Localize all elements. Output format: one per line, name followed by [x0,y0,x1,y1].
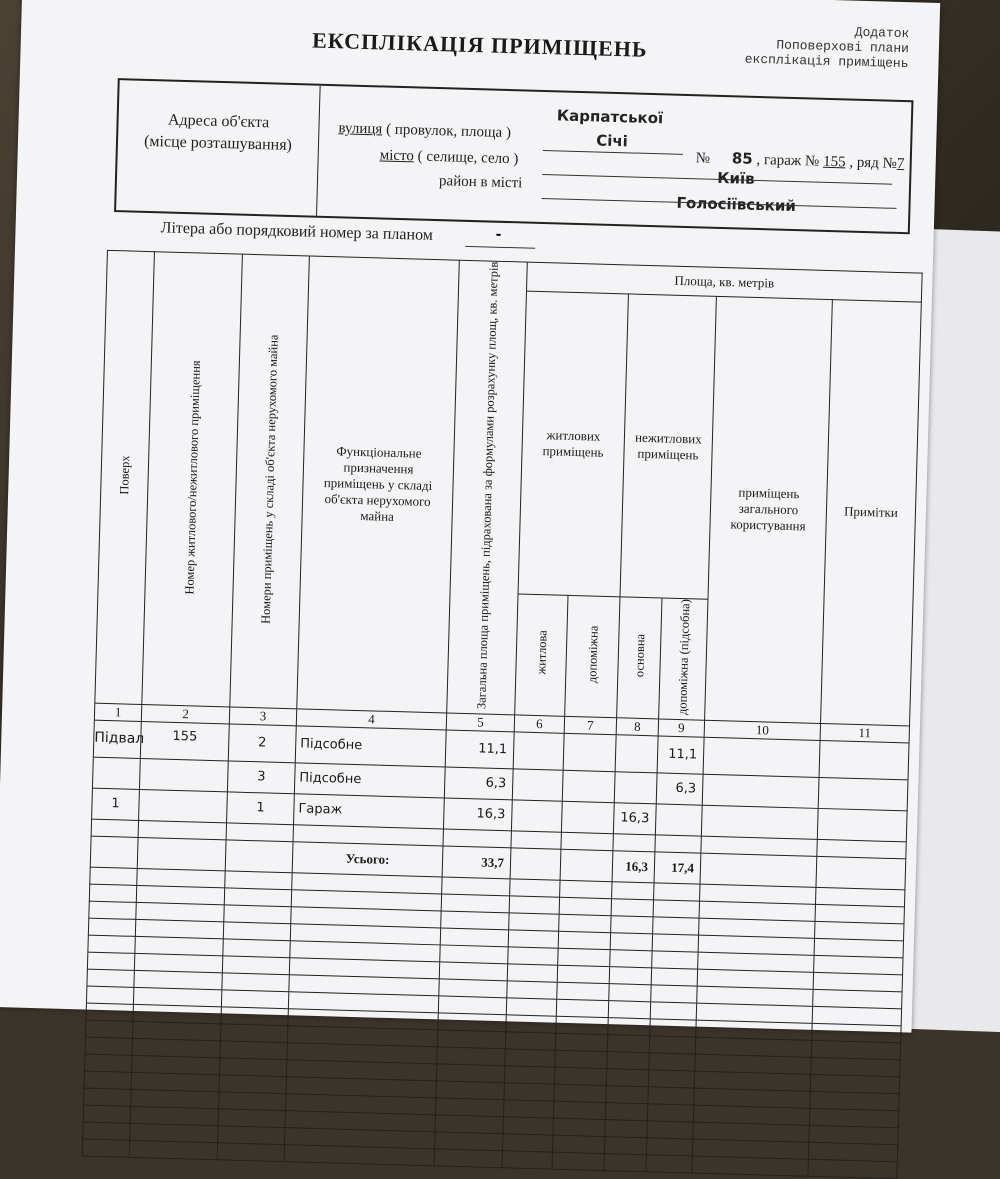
district-label: район в місті [438,173,523,192]
header-room-nums-text: Номери приміщень у складі об'єкта нерухомого майна [258,334,281,625]
header-nonliving-aux [659,598,708,720]
appendix-line-1: Додаток [854,24,910,42]
col-num: 11 [820,723,909,742]
cell-function: Підсобне [295,725,446,766]
garage-value: 155 [822,153,846,171]
cell-living-aux [562,770,615,802]
header-total-text: Загальна площа приміщень, підрахована за формулами розрахунку площ, кв. метрів [473,261,501,710]
district-value: Голосіївський [676,193,797,216]
row-value: 7 [896,155,905,173]
header-floor-text: Поверх [117,455,133,495]
col-num: 1 [94,703,141,721]
number-value: 85 [731,149,753,168]
cell-room-no [139,789,228,822]
total-sum: 33,7 [442,845,511,878]
cell-notes [818,777,908,810]
col-num: 8 [616,717,658,735]
cell-nonliving-aux [655,803,702,835]
header-room-nums [230,254,310,708]
street-label-rest: ( провулок, площа ) [382,121,512,142]
street-label-row [338,120,511,142]
total-label: Усього: [292,841,443,876]
col-num: 5 [446,713,514,732]
col-num: 7 [564,716,616,734]
cell-common [702,774,819,808]
header-living: житлових приміщень [518,291,628,596]
total-nonliving-aux: 17,4 [654,851,701,883]
header-room-no [142,252,243,707]
cell-floor: 1 [92,788,140,820]
header-living-main [515,594,568,716]
header-area: Площа, кв. метрів [526,262,922,302]
page-title: ЕКСПЛІКАЦІЯ ПРИМІЩЕНЬ [311,27,648,62]
address-label-line1: Адреса об'єкта [167,111,270,132]
cell-notes [817,808,907,841]
cell-living-aux [561,801,614,833]
street-underline [543,150,683,155]
header-living-main-text: житлова [533,630,550,676]
cell-floor [92,757,140,789]
row-label: , ряд № [849,154,898,172]
col-num: 4 [296,708,446,729]
header-living-aux-text: допоміжна [584,625,601,684]
total-nonliving-main: 16,3 [612,850,655,882]
city-value: Київ [716,168,755,188]
header-room-no-text: Номер житлового/нежитлового приміщення [181,359,203,595]
appendix-line-3: експлікація приміщень [744,51,909,72]
header-nonliving-main-text: основна [631,633,647,678]
cell-common [703,737,820,777]
cell-num: 2 [228,723,296,762]
cell-nonliving-main [614,771,657,803]
city-label: місто [379,147,415,165]
col-num: 6 [514,714,564,732]
cell-total: 11,1 [445,730,514,769]
street-value-2: Січі [595,131,629,151]
letter-underline [465,246,535,249]
cell-num: 3 [227,760,295,793]
garage-label: , гараж № [756,151,820,170]
cell-nonliving-main: 16,3 [613,802,656,834]
cell-nonliving-aux: 11,1 [657,735,704,773]
cell-notes [819,740,909,779]
letter-label: Літера або порядковий номер за планом [160,219,434,244]
street-label: вулиця [338,120,383,138]
col-num: 10 [704,720,820,740]
cell-num: 1 [227,791,295,824]
address-label-line2: (місце розташування) [143,132,293,154]
header-common: приміщень загального користування [705,296,833,723]
street-value-1: Карпатської [556,106,664,128]
city-label-rest: ( селище, село ) [413,148,519,168]
header-nonliving-main [617,596,662,718]
header-nonliving-aux-text: допоміжна (підсобна) [674,598,692,715]
col-num: 3 [229,706,296,725]
address-label [118,108,319,158]
cell-total: 6,3 [444,767,513,800]
header-function: Функціональне призначення приміщень у складі об'єкта нерухомого майна [297,256,460,713]
cell-living-main [511,799,562,831]
header-notes: Примітки [821,300,922,726]
header-total [447,260,528,714]
number-sign: № [695,150,711,167]
cell-living-main [512,768,563,800]
city-label-row [379,147,518,168]
header-row-1 [107,250,923,302]
cell-room-no [139,758,228,791]
cell-function: Підсобне [294,762,445,797]
cell-room-no: 155 [140,721,229,760]
header-living-aux [565,595,620,717]
col-num: 9 [658,718,704,736]
cell-common [701,805,818,839]
col-num: 2 [141,704,229,723]
explication-table [82,250,923,1179]
cell-total: 16,3 [443,798,512,831]
cell-floor: Підвал [93,720,141,758]
cell-living-aux [563,733,616,771]
cell-nonliving-main [615,734,658,772]
cell-function: Гараж [294,793,445,828]
cell-nonliving-aux: 6,3 [656,772,703,804]
header-nonliving: нежитлових приміщень [620,294,716,599]
cell-living-main [513,731,564,769]
appendix-line-2: Поповерхові плани [776,37,910,57]
letter-value: - [495,226,502,243]
address-box [114,78,913,234]
